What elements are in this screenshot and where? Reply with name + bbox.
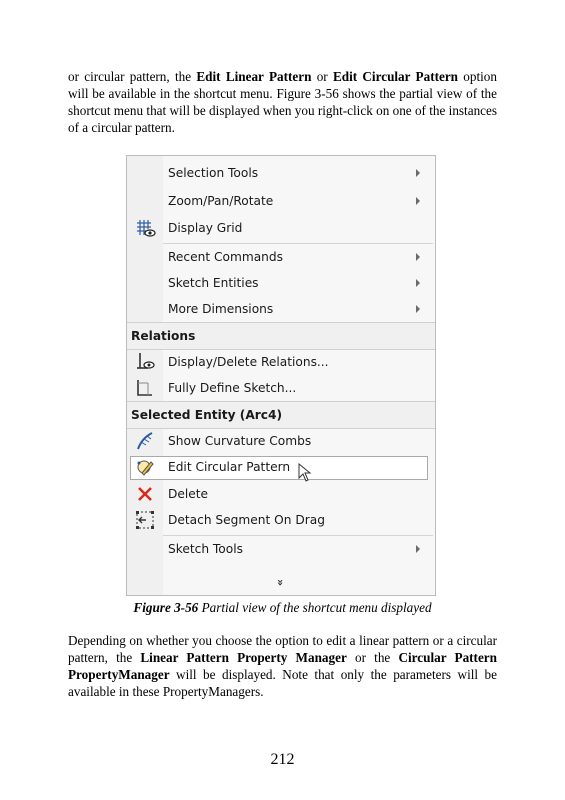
- mouse-pointer-icon: [298, 463, 314, 483]
- submenu-arrow-icon: [416, 253, 420, 261]
- caption-text: Partial view of the shortcut menu displayed: [198, 600, 432, 615]
- menu-item-label: Sketch Entities: [168, 276, 259, 290]
- menu-item-label: Zoom/Pan/Rotate: [168, 194, 274, 208]
- menu-item-fully-define-sketch[interactable]: [127, 375, 435, 401]
- menu-item-detach-segment-on-drag[interactable]: [127, 507, 435, 533]
- detach-segment-icon: [134, 509, 156, 531]
- selected-entity-header: [127, 401, 435, 429]
- submenu-arrow-icon: [416, 279, 420, 287]
- curvature-combs-icon: [134, 430, 156, 452]
- menu-item-label: Edit Circular Pattern: [168, 460, 291, 474]
- menu-item-selection-tools[interactable]: [127, 160, 435, 186]
- intro-paragraph: [68, 68, 497, 136]
- display-delete-relations-icon: [134, 351, 156, 373]
- menu-item-label: Fully Define Sketch...: [168, 381, 297, 395]
- menu-item-label: Display Grid: [168, 221, 243, 235]
- figure-number: Figure 3-56: [133, 600, 199, 615]
- section-header-label: Selected Entity (Arc4): [131, 408, 283, 422]
- paragraph-text: option will be available in the shortcut menu. Figure 3-56 shows the partial view of the shortcut menu that will be displayed when you right-click on one of the instances of a circular pattern.: [68, 69, 497, 135]
- menu-item-sketch-entities[interactable]: [127, 270, 435, 296]
- menu-item-display-delete-relations[interactable]: [127, 349, 435, 375]
- paragraph-text: or: [311, 69, 333, 84]
- menu-item-zoom-pan-rotate[interactable]: [127, 188, 435, 214]
- menu-item-edit-circular-pattern[interactable]: [127, 454, 435, 480]
- expand-glyph: »: [274, 578, 288, 587]
- expand-menu-chevron-icon[interactable]: [127, 576, 435, 592]
- fully-define-sketch-icon: [134, 377, 156, 399]
- menu-item-display-grid[interactable]: [127, 215, 435, 241]
- menu-item-sketch-tools[interactable]: [127, 536, 435, 562]
- menu-item-label: More Dimensions: [168, 302, 274, 316]
- menu-item-show-curvature-combs[interactable]: [127, 428, 435, 454]
- relations-header: [127, 322, 435, 350]
- menu-item-label: Show Curvature Combs: [168, 434, 312, 448]
- paragraph-text: Depending on whether you choose the option to edit a linear pattern or a circular pattern, the: [68, 633, 497, 665]
- paragraph-text: or the: [346, 650, 399, 665]
- edit-circular-pattern-term: Edit Circular Pattern: [332, 69, 459, 84]
- shortcut-menu: [126, 155, 436, 596]
- page-number: 212: [270, 751, 295, 768]
- circular-pattern-propertymanager-term: Circular Pattern PropertyManager: [68, 650, 497, 682]
- display-grid-icon: [134, 217, 156, 239]
- submenu-arrow-icon: [416, 197, 420, 205]
- linear-pattern-property-manager-term: Linear Pattern Property Manager: [140, 650, 347, 665]
- menu-item-delete[interactable]: [127, 481, 435, 507]
- edit-linear-pattern-term: Edit Linear Pattern: [196, 69, 312, 84]
- edit-circular-pattern-icon: [134, 456, 156, 478]
- submenu-arrow-icon: [416, 305, 420, 313]
- menu-item-label: Selection Tools: [168, 166, 259, 180]
- submenu-arrow-icon: [416, 545, 420, 553]
- menu-item-label: Display/Delete Relations...: [168, 355, 329, 369]
- menu-item-label: Delete: [168, 487, 209, 501]
- delete-x-icon: [134, 483, 156, 505]
- menu-item-label: Detach Segment On Drag: [168, 513, 325, 527]
- paragraph-text: will be displayed. Note that only the parameters will be available in these PropertyManagers.: [68, 667, 497, 699]
- menu-item-recent-commands[interactable]: [127, 244, 435, 270]
- menu-item-label: Sketch Tools: [168, 542, 243, 556]
- menu-item-more-dimensions[interactable]: [127, 296, 435, 322]
- paragraph-text: or circular pattern, the: [68, 69, 197, 84]
- submenu-arrow-icon: [416, 169, 420, 177]
- menu-item-label: Recent Commands: [168, 250, 283, 264]
- figure-caption: [0, 600, 565, 616]
- section-header-label: Relations: [131, 329, 196, 343]
- description-paragraph: [68, 632, 497, 700]
